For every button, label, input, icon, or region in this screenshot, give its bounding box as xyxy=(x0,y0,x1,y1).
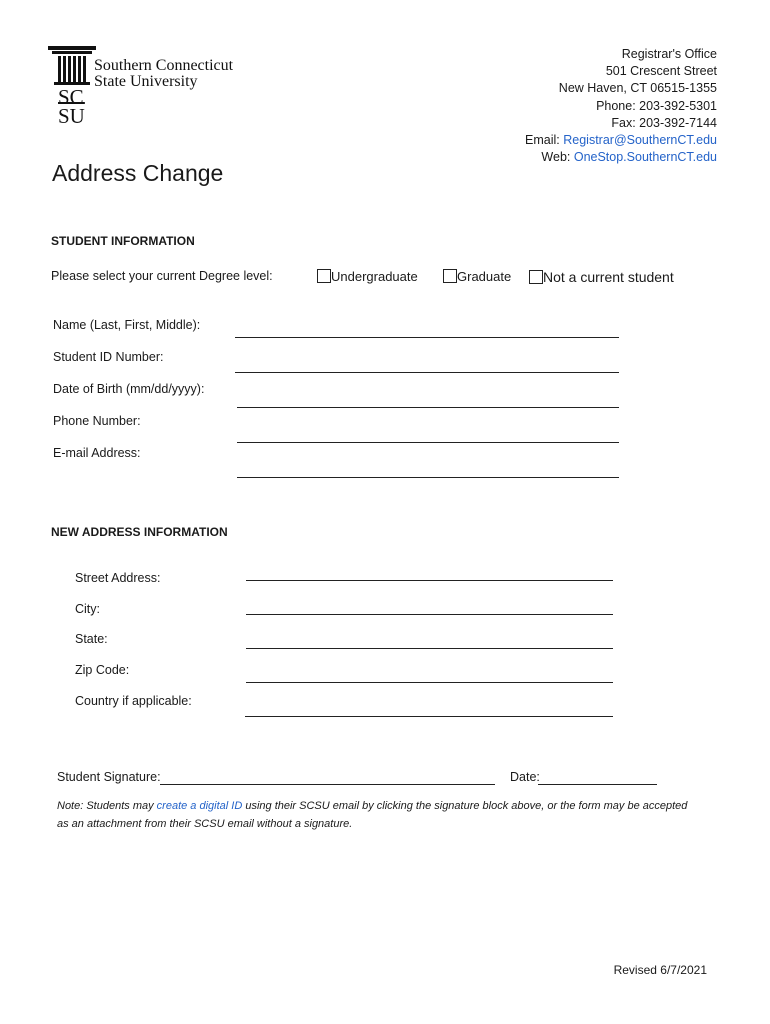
street-input-line[interactable] xyxy=(246,580,613,581)
email-row xyxy=(525,132,717,149)
new-address-heading: NEW ADDRESS INFORMATION xyxy=(51,525,228,539)
digital-id-link[interactable]: create a digital ID xyxy=(156,800,243,812)
not-current-checkbox[interactable] xyxy=(529,270,543,284)
logo-name-line2: State University xyxy=(94,73,198,90)
option-undergraduate[interactable] xyxy=(317,269,418,284)
logo-monogram xyxy=(58,85,85,128)
undergraduate-label: Undergraduate xyxy=(331,269,418,284)
signature-label: Student Signature: xyxy=(57,770,161,784)
registrar-contact xyxy=(525,46,717,166)
dob-label: Date of Birth (mm/dd/yyyy): xyxy=(53,382,205,396)
student-info-heading: STUDENT INFORMATION xyxy=(51,234,195,248)
date-line[interactable] xyxy=(538,784,657,785)
email-input-line[interactable] xyxy=(237,477,619,478)
logo-mark-line1: SC xyxy=(58,85,84,109)
phone-input-line[interactable] xyxy=(237,442,619,443)
student-id-input-line[interactable] xyxy=(235,372,619,373)
city-label: City: xyxy=(75,602,100,616)
office-name: Registrar's Office xyxy=(621,47,717,61)
web-row xyxy=(525,149,717,166)
phone-number: Phone: 203-392-5301 xyxy=(596,98,717,113)
fax-number: Fax: 203-392-7144 xyxy=(611,115,717,130)
logo-wordmark xyxy=(94,58,233,90)
dob-input-line[interactable] xyxy=(237,407,619,408)
not-current-label: Not a current student xyxy=(543,269,674,285)
student-id-label: Student ID Number: xyxy=(53,350,164,364)
state-label: State: xyxy=(75,632,108,646)
web-label: Web: xyxy=(541,150,574,165)
zip-input-line[interactable] xyxy=(246,682,613,683)
signature-note xyxy=(57,797,697,833)
option-graduate[interactable] xyxy=(443,269,511,284)
email-link[interactable]: Registrar@SouthernCT.edu xyxy=(563,133,717,148)
phone-label: Phone Number: xyxy=(53,414,141,428)
note-suffix: using their SCSU email by clicking the signature block above, or the form may be accepted as an attachment from their SCSU email without a signature. xyxy=(57,800,688,830)
street-label: Street Address: xyxy=(75,571,161,585)
date-label: Date: xyxy=(510,770,540,784)
form-title: Address Change xyxy=(52,160,224,186)
country-input-line[interactable] xyxy=(245,716,613,717)
graduate-checkbox[interactable] xyxy=(443,269,457,283)
city-input-line[interactable] xyxy=(246,614,613,615)
option-not-current[interactable] xyxy=(529,269,674,285)
degree-prompt: Please select your current Degree level: xyxy=(51,269,273,283)
zip-label: Zip Code: xyxy=(75,663,130,677)
column-logo-icon xyxy=(48,46,96,86)
signature-line[interactable] xyxy=(160,784,495,785)
logo-name-line1: Southern Connecticut xyxy=(94,57,234,74)
city-state-zip: New Haven, CT 06515-1355 xyxy=(558,81,717,96)
name-label: Name (Last, First, Middle): xyxy=(53,318,201,332)
email-label: Email: xyxy=(525,133,564,148)
web-link[interactable]: OneStop.SouthernCT.edu xyxy=(573,150,717,165)
graduate-label: Graduate xyxy=(457,269,512,284)
name-input-line[interactable] xyxy=(235,337,619,338)
email-field-label: E-mail Address: xyxy=(53,446,141,460)
undergraduate-checkbox[interactable] xyxy=(317,269,331,283)
note-prefix: Note: Students may xyxy=(57,800,157,812)
street-address: 501 Crescent Street xyxy=(605,64,717,79)
logo-mark-line2: $\overline{SU}$ xyxy=(58,104,85,128)
revision-date: Revised 6/7/2021 xyxy=(613,963,707,977)
state-input-line[interactable] xyxy=(246,648,613,649)
country-label: Country if applicable: xyxy=(75,694,192,708)
